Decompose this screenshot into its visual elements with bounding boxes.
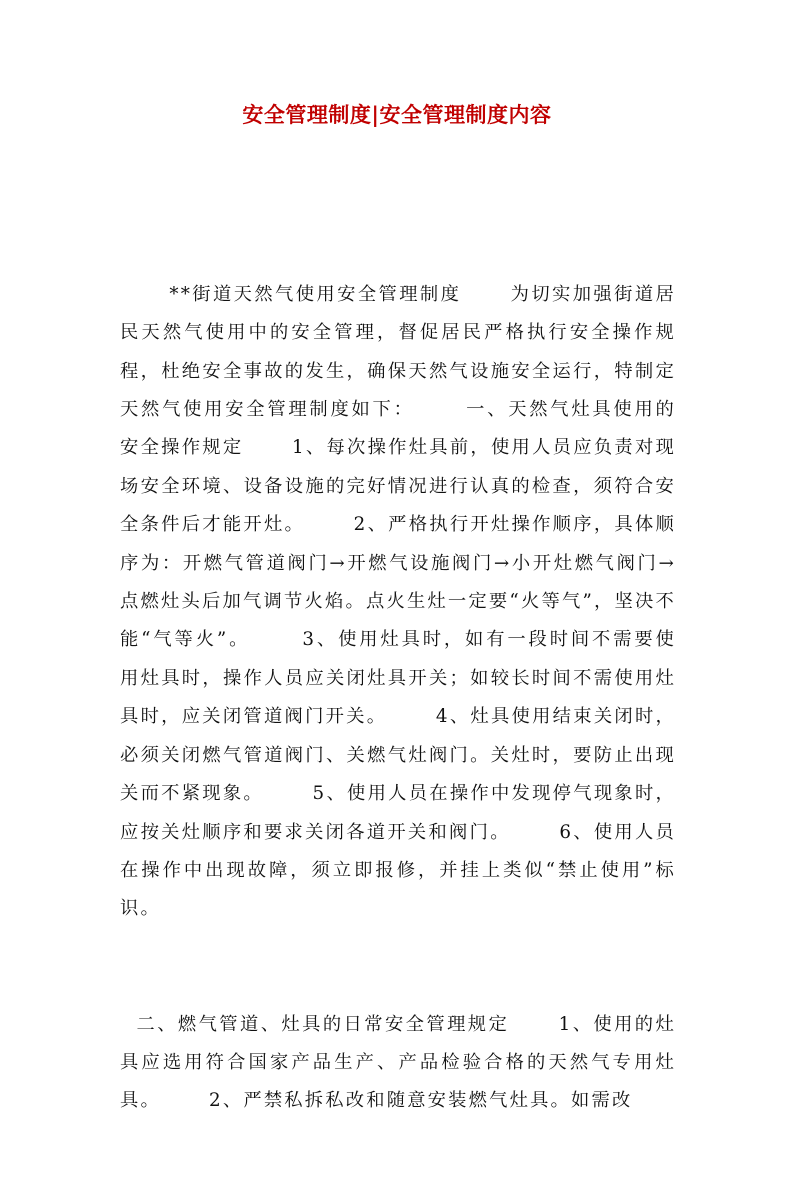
paragraph-gas-safety-rules: **街道天然气使用安全管理制度 为切实加强街道居民天然气使用中的安全管理，督促居民严格执行安全操作规程，杜绝安全事故的发生，确保天然气设施安全运行，特制定天然气使用安全管理制度如下： 一、天然气灶具使用的安全操作规定 1、每次操作灶具前，使用人员应负责对现场安全环境、设备设施的完好情况进行认真的检查，须符合安全条件后才能开灶。 2、严格执行开灶操作顺序，具体顺序为：开燃气管道阀门→开燃气设施阀门→小开灶燃气阀门→点燃灶头后加气调节火焰。点火生灶一定要“火等气”，坚决不能“气等火”。 3、使用灶具时，如有一段时间不需要使用灶具时，操作人员应关闭灶具开关；如较长时间不需使用灶具时，应关闭管道阀门开关。 4、灶具使用结束关闭时，必须关闭燃气管道阀门、关燃气灶阀门。关灶时，要防止出现关而不紧现象。 5、使用人员在操作中发现停气现象时，应按关灶顺序和要求关闭各道开关和阀门。 6、使用人员在操作中出现故障，须立即报修，并挂上类似“禁止使用”标识。	[120, 283, 676, 920]
document-title: 安全管理制度|安全管理制度内容	[242, 102, 552, 127]
paragraph-daily-management-rules: 二、燃气管道、灶具的日常安全管理规定 1、使用的灶具应选用符合国家产品生产、产品检验合格的天然气专用灶具。 2、严禁私拆私改和随意安装燃气灶具。如需改	[120, 1013, 676, 1112]
document-body	[120, 199, 676, 1198]
